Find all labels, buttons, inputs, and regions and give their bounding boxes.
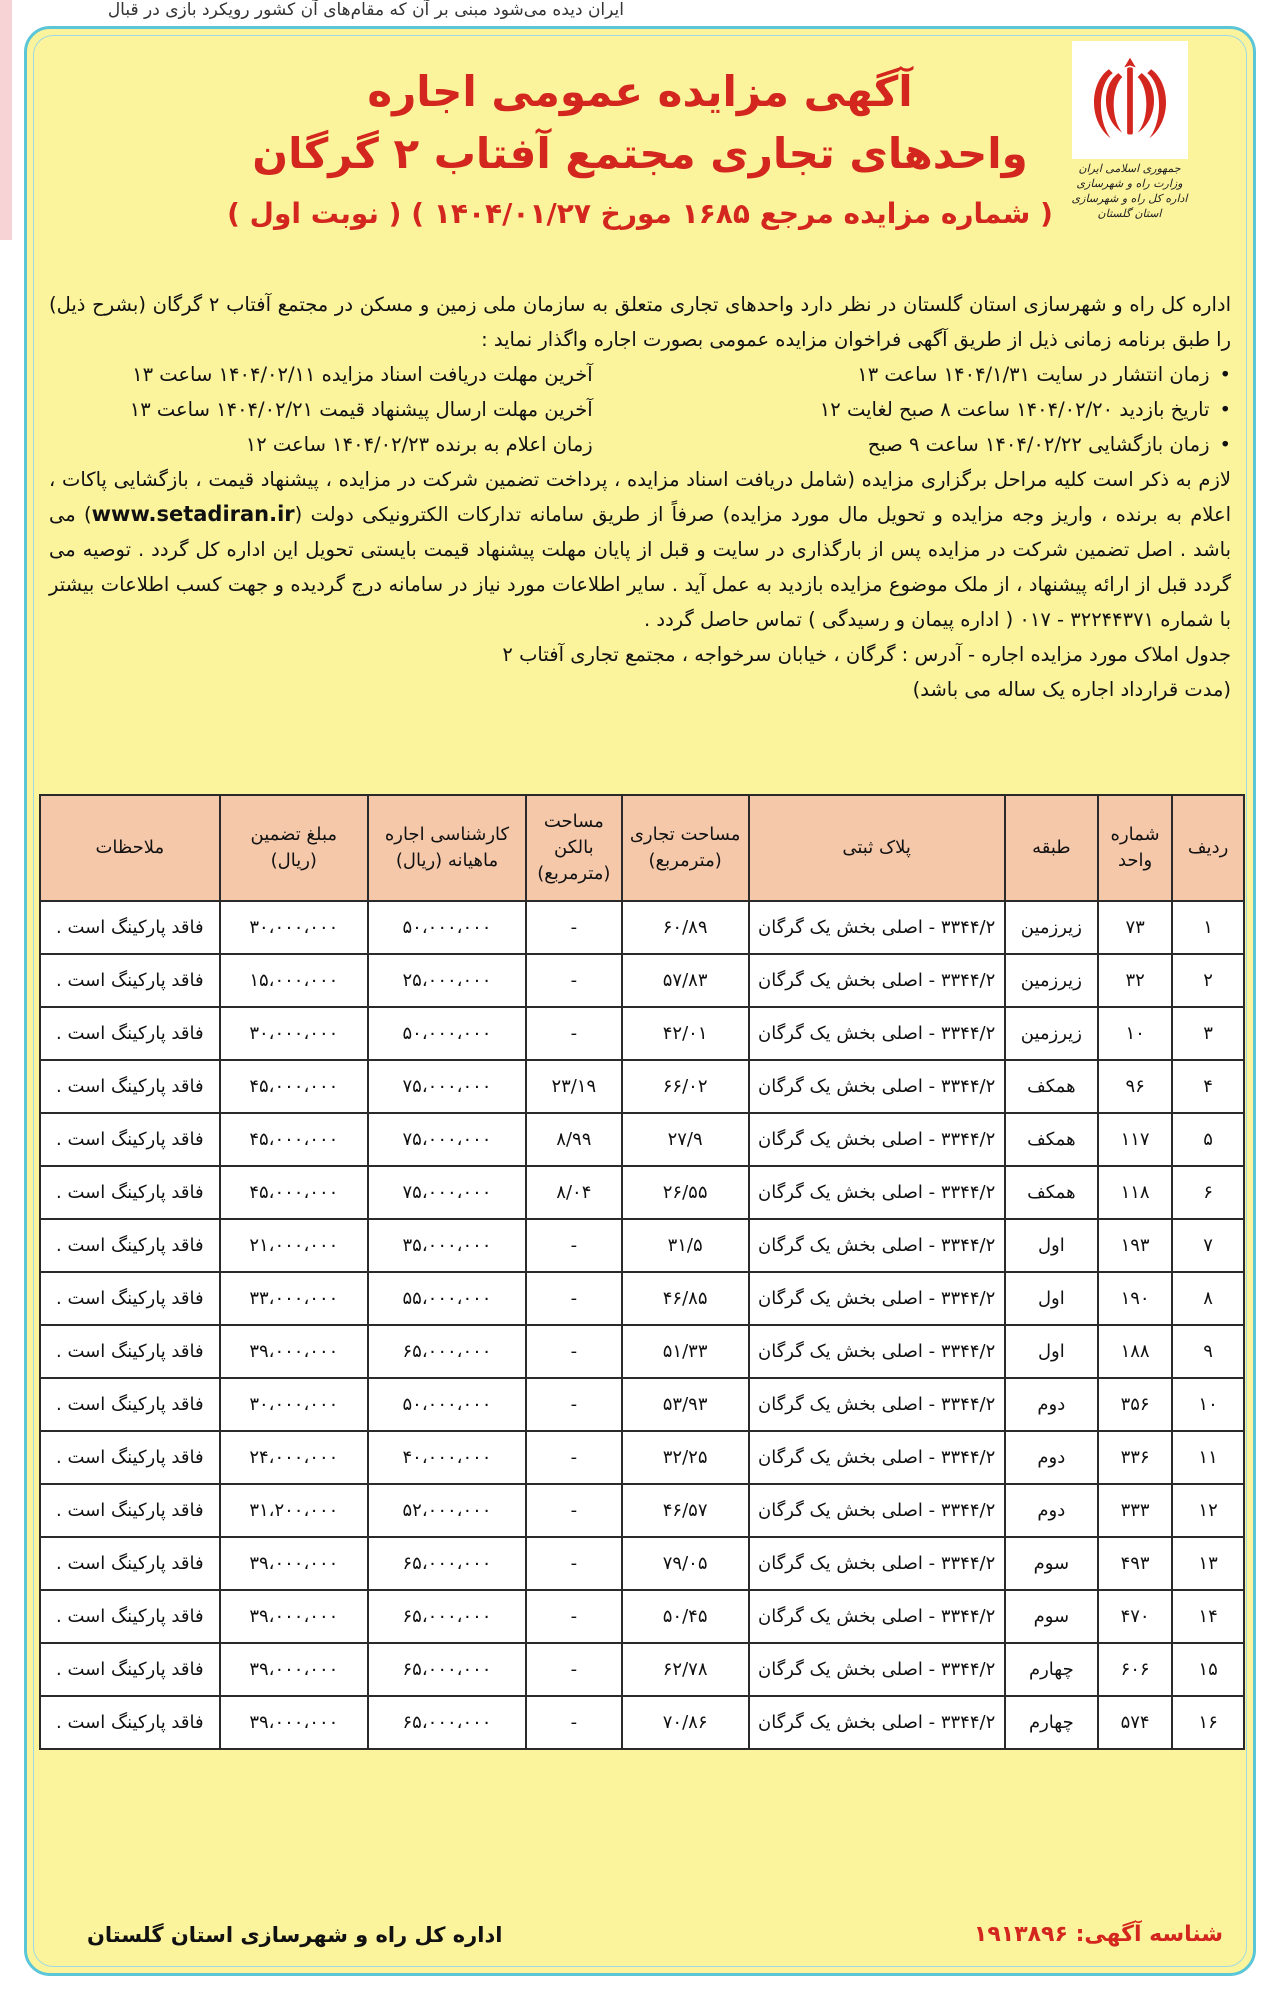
- cell-deposit: ۳۰،۰۰۰،۰۰۰: [220, 901, 368, 954]
- cell-rent: ۴۰،۰۰۰،۰۰۰: [368, 1431, 526, 1484]
- cell-notes: فاقد پارکینگ است .: [40, 1590, 220, 1643]
- cell-balcony: -: [526, 1378, 622, 1431]
- table-caption: جدول املاک مورد مزایده اجاره - آدرس : گرگان ، خیابان سرخواجه ، مجتمع تجاری آفتاب ۲: [502, 643, 1231, 666]
- setadiran-link[interactable]: www.setadiran.ir: [91, 502, 295, 526]
- cell-rent: ۷۵،۰۰۰،۰۰۰: [368, 1166, 526, 1219]
- cell-floor: چهارم: [1005, 1696, 1098, 1749]
- table-row: [40, 1166, 1244, 1219]
- cell-plate: ۳۳۴۴/۲ - اصلی بخش یک گرگان: [749, 901, 1005, 954]
- schedule-publish: • زمان انتشار در سایت ۱۴۰۴/۱/۳۱ ساعت ۱۳: [593, 357, 1231, 392]
- cell-notes: فاقد پارکینگ است .: [40, 1007, 220, 1060]
- margin-decoration: [0, 0, 12, 240]
- cell-deposit: ۲۱،۰۰۰،۰۰۰: [220, 1219, 368, 1272]
- cell-rent: ۶۵،۰۰۰،۰۰۰: [368, 1696, 526, 1749]
- cell-rent: ۵۵،۰۰۰،۰۰۰: [368, 1272, 526, 1325]
- cell-area: ۵۱/۳۳: [622, 1325, 749, 1378]
- cell-plate: ۳۳۴۴/۲ - اصلی بخش یک گرگان: [749, 1060, 1005, 1113]
- cell-row: ۱۵: [1172, 1643, 1244, 1696]
- cell-notes: فاقد پارکینگ است .: [40, 1113, 220, 1166]
- cell-deposit: ۲۴،۰۰۰،۰۰۰: [220, 1431, 368, 1484]
- cell-plate: ۳۳۴۴/۲ - اصلی بخش یک گرگان: [749, 1537, 1005, 1590]
- cell-row: ۳: [1172, 1007, 1244, 1060]
- cell-unit: ۷۳: [1098, 901, 1172, 954]
- col-deposit: مبلغ تضمین (ریال): [220, 795, 368, 901]
- cell-balcony: -: [526, 1696, 622, 1749]
- cell-area: ۶۰/۸۹: [622, 901, 749, 954]
- footer-org: اداره کل راه و شهرسازی استان گلستان: [87, 1923, 503, 1947]
- cell-balcony: -: [526, 1219, 622, 1272]
- cell-unit: ۳۲: [1098, 954, 1172, 1007]
- table-row: [40, 1484, 1244, 1537]
- cell-floor: سوم: [1005, 1537, 1098, 1590]
- cell-unit: ۱۱۸: [1098, 1166, 1172, 1219]
- col-rent: کارشناسی اجاره ماهیانه (ریال): [368, 795, 526, 901]
- cell-notes: فاقد پارکینگ است .: [40, 1325, 220, 1378]
- cell-deposit: ۴۵،۰۰۰،۰۰۰: [220, 1113, 368, 1166]
- ad-frame: [24, 26, 1256, 1976]
- cell-unit: ۱۰: [1098, 1007, 1172, 1060]
- cell-unit: ۳۳۶: [1098, 1431, 1172, 1484]
- cell-balcony: -: [526, 901, 622, 954]
- cell-deposit: ۳۹،۰۰۰،۰۰۰: [220, 1696, 368, 1749]
- cell-balcony: -: [526, 1537, 622, 1590]
- cell-area: ۳۲/۲۵: [622, 1431, 749, 1484]
- table-row: [40, 901, 1244, 954]
- cell-area: ۵۰/۴۵: [622, 1590, 749, 1643]
- intro-paragraph: اداره کل راه و شهرسازی استان گلستان در نظر دارد واحدهای تجاری متعلق به سازمان ملی زمین و مسکن در مجتمع آفتاب ۲ گرگان (بشرح ذیل) را طبق برنامه زمانی ذیل از طریق آگهی فراخوان مزایده عمومی بصورت اجاره واگذار نماید :: [49, 293, 1231, 351]
- cell-unit: ۱۸۸: [1098, 1325, 1172, 1378]
- cell-deposit: ۳۰،۰۰۰،۰۰۰: [220, 1007, 368, 1060]
- cell-floor: دوم: [1005, 1484, 1098, 1537]
- cell-balcony: ۸/۹۹: [526, 1113, 622, 1166]
- lease-duration-note: (مدت قرارداد اجاره یک ساله می باشد): [912, 678, 1231, 701]
- cell-area: ۶۲/۷۸: [622, 1643, 749, 1696]
- cell-unit: ۴۹۳: [1098, 1537, 1172, 1590]
- announcement-body: [49, 287, 1231, 707]
- cell-plate: ۳۳۴۴/۲ - اصلی بخش یک گرگان: [749, 1166, 1005, 1219]
- cell-row: ۸: [1172, 1272, 1244, 1325]
- cell-unit: ۱۹۳: [1098, 1219, 1172, 1272]
- cell-floor: همکف: [1005, 1060, 1098, 1113]
- cell-area: ۲۶/۵۵: [622, 1166, 749, 1219]
- cell-row: ۱۱: [1172, 1431, 1244, 1484]
- cell-area: ۷۹/۰۵: [622, 1537, 749, 1590]
- cell-plate: ۳۳۴۴/۲ - اصلی بخش یک گرگان: [749, 954, 1005, 1007]
- cell-rent: ۶۵،۰۰۰،۰۰۰: [368, 1537, 526, 1590]
- table-header-row: [40, 795, 1244, 901]
- cell-deposit: ۳۰،۰۰۰،۰۰۰: [220, 1378, 368, 1431]
- table-row: [40, 1431, 1244, 1484]
- cell-notes: فاقد پارکینگ است .: [40, 1484, 220, 1537]
- schedule-row: [49, 357, 1231, 392]
- cell-row: ۲: [1172, 954, 1244, 1007]
- cell-plate: ۳۳۴۴/۲ - اصلی بخش یک گرگان: [749, 1007, 1005, 1060]
- cell-deposit: ۴۵،۰۰۰،۰۰۰: [220, 1060, 368, 1113]
- cell-plate: ۳۳۴۴/۲ - اصلی بخش یک گرگان: [749, 1325, 1005, 1378]
- cell-floor: اول: [1005, 1219, 1098, 1272]
- cell-notes: فاقد پارکینگ است .: [40, 1431, 220, 1484]
- table-row: [40, 1696, 1244, 1749]
- cell-balcony: ۲۳/۱۹: [526, 1060, 622, 1113]
- procedure-text-b: ) می باشد . اصل تضمین شرکت در مزایده پس از بارگذاری در سایت و قبل از پایان مهلت پیشنهاد قیمت بایستی تحویل این اداره کل گردد . توصیه می گردد قبل از ارائه پیشنهاد ، از ملک موضوع مزایده بازدید به عمل آید . سایر اطلاعات مورد نیاز در سامانه درج گردیده و جهت کسب اطلاعات بیشتر با شماره ۳۲۲۴۴۳۷۱ - ۰۱۷ ( اداره پیمان و رسیدگی ) تماس حاصل گردد .: [49, 503, 1231, 631]
- cell-row: ۹: [1172, 1325, 1244, 1378]
- procedure-text-a: لازم به ذکر است کلیه مراحل برگزاری مزایده (شامل دریافت اسناد مزایده ، پرداخت تضمین شرکت در مزایده ، پیشنهاد قیمت ، بازگشایی پاکات ، اعلام به برنده ، واریز وجه مزایده و تحویل مال مورد مزایده) صرفاً از طریق سامانه تدارکات الکترونیکی دولت (: [49, 468, 1231, 526]
- cell-rent: ۶۵،۰۰۰،۰۰۰: [368, 1643, 526, 1696]
- cell-row: ۱۳: [1172, 1537, 1244, 1590]
- ministry-emblem-block: [1062, 41, 1197, 221]
- cell-row: ۵: [1172, 1113, 1244, 1166]
- cell-plate: ۳۳۴۴/۲ - اصلی بخش یک گرگان: [749, 1590, 1005, 1643]
- cell-rent: ۵۰،۰۰۰،۰۰۰: [368, 901, 526, 954]
- iran-emblem-icon: [1072, 41, 1188, 159]
- cell-unit: ۱۹۰: [1098, 1272, 1172, 1325]
- cell-unit: ۶۰۶: [1098, 1643, 1172, 1696]
- cell-notes: فاقد پارکینگ است .: [40, 1166, 220, 1219]
- cell-row: ۶: [1172, 1166, 1244, 1219]
- procedure-paragraph: [49, 462, 1231, 637]
- schedule-visit: • تاریخ بازدید ۱۴۰۴/۰۲/۲۰ ساعت ۸ صبح لغایت ۱۲: [593, 392, 1231, 427]
- schedule-row: [49, 392, 1231, 427]
- cell-area: ۴۶/۵۷: [622, 1484, 749, 1537]
- cell-deposit: ۳۹،۰۰۰،۰۰۰: [220, 1590, 368, 1643]
- cell-unit: ۹۶: [1098, 1060, 1172, 1113]
- col-area: مساحت تجاری (مترمربع): [622, 795, 749, 901]
- cell-unit: ۱۱۷: [1098, 1113, 1172, 1166]
- emblem-line: وزارت راه و شهرسازی: [1076, 177, 1183, 190]
- col-balcony: مساحت بالکن (مترمربع): [526, 795, 622, 901]
- cell-balcony: -: [526, 954, 622, 1007]
- top-news-strip: ایران دیده می‌شود مبنی بر آن که مقام‌های آن کشور رویکرد بازی در قبال: [107, 0, 624, 20]
- cell-deposit: ۳۳،۰۰۰،۰۰۰: [220, 1272, 368, 1325]
- cell-area: ۵۷/۸۳: [622, 954, 749, 1007]
- table-row: [40, 1007, 1244, 1060]
- page-subtitle: واحدهای تجاری مجتمع آفتاب ۲ گرگان: [252, 129, 1028, 178]
- schedule-winner: زمان اعلام به برنده ۱۴۰۴/۰۲/۲۳ ساعت ۱۲: [245, 433, 593, 456]
- col-plate: پلاک ثبتی: [749, 795, 1005, 901]
- cell-balcony: -: [526, 1325, 622, 1378]
- cell-rent: ۵۰،۰۰۰،۰۰۰: [368, 1007, 526, 1060]
- cell-plate: ۳۳۴۴/۲ - اصلی بخش یک گرگان: [749, 1113, 1005, 1166]
- cell-balcony: ۸/۰۴: [526, 1166, 622, 1219]
- cell-floor: همکف: [1005, 1166, 1098, 1219]
- cell-plate: ۳۳۴۴/۲ - اصلی بخش یک گرگان: [749, 1696, 1005, 1749]
- table-row: [40, 1537, 1244, 1590]
- cell-deposit: ۳۹،۰۰۰،۰۰۰: [220, 1325, 368, 1378]
- col-floor: طبقه: [1005, 795, 1098, 901]
- table-row: [40, 1590, 1244, 1643]
- cell-area: ۶۶/۰۲: [622, 1060, 749, 1113]
- cell-rent: ۷۵،۰۰۰،۰۰۰: [368, 1060, 526, 1113]
- cell-balcony: -: [526, 1272, 622, 1325]
- cell-unit: ۳۳۳: [1098, 1484, 1172, 1537]
- emblem-line: اداره کل راه و شهرسازی استان گلستان: [1071, 192, 1188, 220]
- cell-notes: فاقد پارکینگ است .: [40, 1378, 220, 1431]
- cell-rent: ۵۲،۰۰۰،۰۰۰: [368, 1484, 526, 1537]
- cell-unit: ۳۵۶: [1098, 1378, 1172, 1431]
- cell-row: ۱: [1172, 901, 1244, 954]
- cell-rent: ۳۵،۰۰۰،۰۰۰: [368, 1219, 526, 1272]
- table-row: [40, 1378, 1244, 1431]
- auction-reference: ( شماره مزایده مرجع ۱۶۸۵ مورخ ۱۴۰۴/۰۱/۲۷ ) ( نوبت اول ): [227, 197, 1053, 230]
- cell-notes: فاقد پارکینگ است .: [40, 954, 220, 1007]
- cell-plate: ۳۳۴۴/۲ - اصلی بخش یک گرگان: [749, 1272, 1005, 1325]
- cell-unit: ۴۷۰: [1098, 1590, 1172, 1643]
- cell-floor: زیرزمین: [1005, 1007, 1098, 1060]
- table-row: [40, 1325, 1244, 1378]
- cell-notes: فاقد پارکینگ است .: [40, 1060, 220, 1113]
- cell-deposit: ۳۹،۰۰۰،۰۰۰: [220, 1537, 368, 1590]
- schedule-offer-deadline: آخرین مهلت ارسال پیشنهاد قیمت ۱۴۰۴/۰۲/۲۱ ساعت ۱۳: [129, 398, 593, 421]
- cell-notes: فاقد پارکینگ است .: [40, 1219, 220, 1272]
- cell-balcony: -: [526, 1431, 622, 1484]
- cell-unit: ۵۷۴: [1098, 1696, 1172, 1749]
- cell-area: ۴۲/۰۱: [622, 1007, 749, 1060]
- emblem-line: جمهوری اسلامی ایران: [1078, 162, 1181, 175]
- cell-row: ۱۰: [1172, 1378, 1244, 1431]
- table-row: [40, 1060, 1244, 1113]
- cell-balcony: -: [526, 1643, 622, 1696]
- cell-plate: ۳۳۴۴/۲ - اصلی بخش یک گرگان: [749, 1219, 1005, 1272]
- col-unit: شماره واحد: [1098, 795, 1172, 901]
- cell-floor: اول: [1005, 1325, 1098, 1378]
- schedule-doc-deadline: آخرین مهلت دریافت اسناد مزایده ۱۴۰۴/۰۲/۱۱ ساعت ۱۳: [132, 363, 593, 386]
- table-row: [40, 1272, 1244, 1325]
- cell-area: ۲۷/۹: [622, 1113, 749, 1166]
- cell-notes: فاقد پارکینگ است .: [40, 1696, 220, 1749]
- cell-deposit: ۳۱،۲۰۰،۰۰۰: [220, 1484, 368, 1537]
- cell-deposit: ۴۵،۰۰۰،۰۰۰: [220, 1166, 368, 1219]
- cell-rent: ۶۵،۰۰۰،۰۰۰: [368, 1590, 526, 1643]
- table-row: [40, 954, 1244, 1007]
- table-row: [40, 1113, 1244, 1166]
- table-row: [40, 1643, 1244, 1696]
- cell-balcony: -: [526, 1590, 622, 1643]
- cell-floor: دوم: [1005, 1378, 1098, 1431]
- schedule-row: [49, 427, 1231, 462]
- cell-floor: زیرزمین: [1005, 954, 1098, 1007]
- cell-plate: ۳۳۴۴/۲ - اصلی بخش یک گرگان: [749, 1484, 1005, 1537]
- cell-row: ۴: [1172, 1060, 1244, 1113]
- cell-rent: ۷۵،۰۰۰،۰۰۰: [368, 1113, 526, 1166]
- cell-notes: فاقد پارکینگ است .: [40, 1537, 220, 1590]
- cell-floor: سوم: [1005, 1590, 1098, 1643]
- cell-notes: فاقد پارکینگ است .: [40, 1643, 220, 1696]
- col-row: ردیف: [1172, 795, 1244, 901]
- cell-row: ۱۶: [1172, 1696, 1244, 1749]
- cell-row: ۱۴: [1172, 1590, 1244, 1643]
- cell-rent: ۲۵،۰۰۰،۰۰۰: [368, 954, 526, 1007]
- property-table: [39, 794, 1245, 1750]
- cell-area: ۴۶/۸۵: [622, 1272, 749, 1325]
- ad-id: شناسه آگهی: ۱۹۱۳۸۹۶: [973, 1922, 1223, 1947]
- cell-deposit: ۳۹،۰۰۰،۰۰۰: [220, 1643, 368, 1696]
- cell-floor: دوم: [1005, 1431, 1098, 1484]
- cell-rent: ۶۵،۰۰۰،۰۰۰: [368, 1325, 526, 1378]
- cell-balcony: -: [526, 1007, 622, 1060]
- cell-area: ۵۳/۹۳: [622, 1378, 749, 1431]
- cell-plate: ۳۳۴۴/۲ - اصلی بخش یک گرگان: [749, 1378, 1005, 1431]
- cell-plate: ۳۳۴۴/۲ - اصلی بخش یک گرگان: [749, 1431, 1005, 1484]
- cell-row: ۱۲: [1172, 1484, 1244, 1537]
- cell-deposit: ۱۵،۰۰۰،۰۰۰: [220, 954, 368, 1007]
- cell-plate: ۳۳۴۴/۲ - اصلی بخش یک گرگان: [749, 1643, 1005, 1696]
- cell-floor: چهارم: [1005, 1643, 1098, 1696]
- cell-row: ۷: [1172, 1219, 1244, 1272]
- cell-floor: زیرزمین: [1005, 901, 1098, 954]
- cell-floor: همکف: [1005, 1113, 1098, 1166]
- cell-area: ۳۱/۵: [622, 1219, 749, 1272]
- cell-notes: فاقد پارکینگ است .: [40, 1272, 220, 1325]
- table-row: [40, 1219, 1244, 1272]
- cell-rent: ۵۰،۰۰۰،۰۰۰: [368, 1378, 526, 1431]
- schedule-opening: • زمان بازگشایی ۱۴۰۴/۰۲/۲۲ ساعت ۹ صبح: [593, 427, 1231, 462]
- cell-notes: فاقد پارکینگ است .: [40, 901, 220, 954]
- col-notes: ملاحظات: [40, 795, 220, 901]
- cell-floor: اول: [1005, 1272, 1098, 1325]
- page-title: آگهی مزایده عمومی اجاره: [367, 67, 913, 116]
- cell-area: ۷۰/۸۶: [622, 1696, 749, 1749]
- cell-balcony: -: [526, 1484, 622, 1537]
